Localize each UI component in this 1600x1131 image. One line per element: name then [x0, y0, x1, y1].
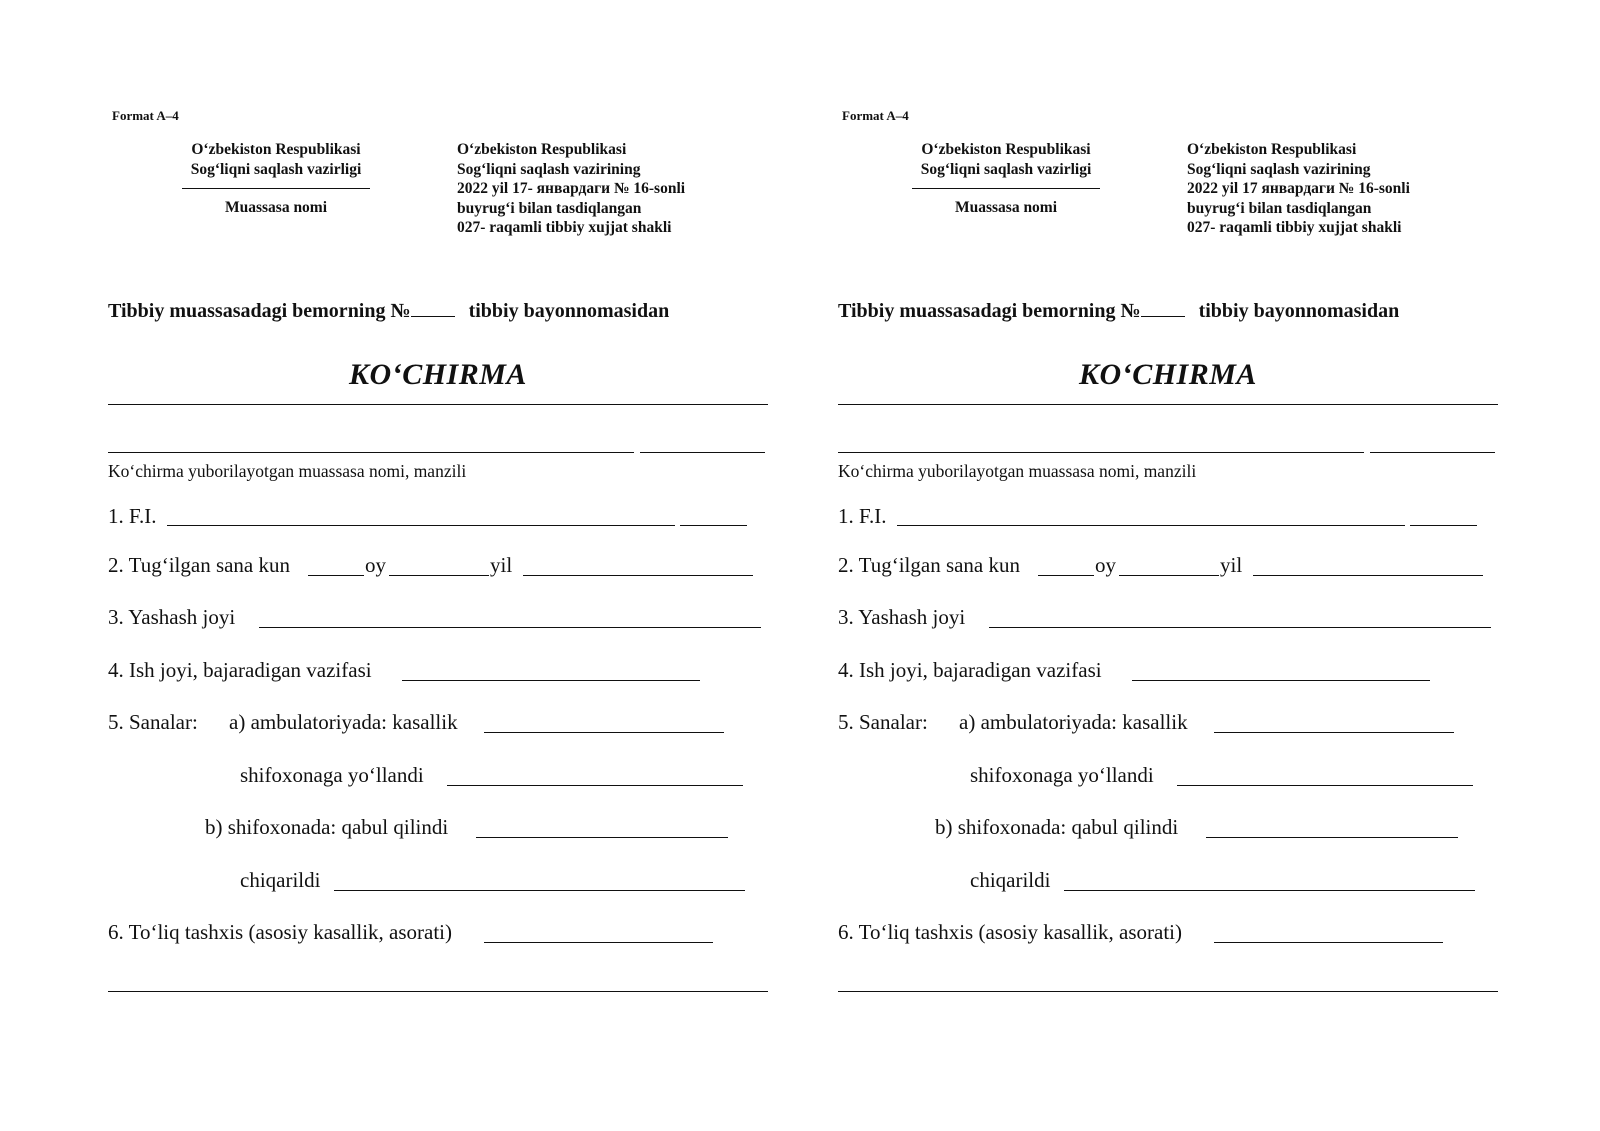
- institution-label: Muassasa nomi: [224, 199, 328, 216]
- approval-line: buyrug‘i bilan tasdiqlangan: [1187, 199, 1372, 217]
- field-admitted-label: b) shifoxonada: qabul qilindi: [205, 815, 449, 839]
- form-right: [838, 0, 1498, 1131]
- field-name-label: 1. F.I.: [838, 504, 887, 528]
- institution-address-blank[interactable]: [108, 452, 634, 453]
- field-diagnosis-blank-2[interactable]: [838, 991, 1498, 992]
- record-number-blank[interactable]: [1141, 299, 1185, 317]
- field-outpatient-label: a) ambulatoriyada: kasallik: [959, 710, 1188, 734]
- ministry-line: O‘zbekiston Respublikasi: [191, 141, 361, 158]
- field-discharged-blank[interactable]: [1064, 890, 1475, 891]
- institution-label: Muassasa nomi: [954, 199, 1058, 216]
- field-referred-label: shifoxonaga yo‘llandi: [240, 763, 424, 787]
- approval-line: Sog‘liqni saqlash vazirining: [1187, 160, 1371, 178]
- field-birthdate-day-blank[interactable]: [1038, 575, 1094, 576]
- title-underline: [108, 404, 768, 405]
- field-discharged-label: chiqarildi: [970, 868, 1051, 892]
- field-name-blank[interactable]: [167, 525, 675, 526]
- field-address-blank[interactable]: [259, 627, 761, 628]
- institution-name-blank[interactable]: [182, 179, 370, 189]
- field-birthdate-label: 2. Tug‘ilgan sana kun: [838, 553, 1021, 577]
- record-heading: [838, 299, 1399, 323]
- field-birthdate-year-blank[interactable]: [1253, 575, 1483, 576]
- field-address-blank[interactable]: [989, 627, 1491, 628]
- field-discharged-blank[interactable]: [334, 890, 745, 891]
- field-birthdate-month-blank[interactable]: [389, 575, 489, 576]
- ministry-block: [912, 140, 1100, 218]
- field-outpatient-blank[interactable]: [1214, 732, 1454, 733]
- field-admitted-blank[interactable]: [1206, 837, 1458, 838]
- field-address-label: 3. Yashash joyi: [108, 605, 236, 629]
- record-suffix: tibbiy bayonnomasidan: [468, 300, 670, 322]
- field-outpatient-blank[interactable]: [484, 732, 724, 733]
- approval-line: buyrug‘i bilan tasdiqlangan: [457, 199, 642, 217]
- ministry-line: Sog‘liqni saqlash vazirligi: [920, 160, 1092, 178]
- field-referred-label: shifoxonaga yo‘llandi: [970, 763, 1154, 787]
- field-work-label: 4. Ish joyi, bajaradigan vazifasi: [838, 658, 1102, 682]
- field-address-label: 3. Yashash joyi: [838, 605, 966, 629]
- approval-line: 2022 yil 17 январдаги № 16-sonli: [1187, 180, 1410, 197]
- field-birthdate-month-label: oy: [1095, 553, 1116, 577]
- field-admitted-blank[interactable]: [476, 837, 728, 838]
- field-diagnosis-blank-2[interactable]: [108, 991, 768, 992]
- ministry-block: [182, 140, 370, 218]
- field-diagnosis-blank[interactable]: [484, 942, 713, 943]
- record-suffix: tibbiy bayonnomasidan: [1198, 300, 1400, 322]
- record-number-blank[interactable]: [411, 299, 455, 317]
- field-name-label: 1. F.I.: [108, 504, 157, 528]
- approval-line: Sog‘liqni saqlash vazirining: [457, 160, 641, 178]
- field-birthdate-month-blank[interactable]: [1119, 575, 1219, 576]
- record-heading: [108, 299, 669, 323]
- field-admitted-label: b) shifoxonada: qabul qilindi: [935, 815, 1179, 839]
- field-birthdate-year-label: yil: [490, 553, 513, 577]
- field-outpatient-label: a) ambulatoriyada: kasallik: [229, 710, 458, 734]
- field-discharged-label: chiqarildi: [240, 868, 321, 892]
- approval-line: O‘zbekiston Respublikasi: [457, 141, 627, 158]
- ministry-line: O‘zbekiston Respublikasi: [921, 141, 1091, 158]
- institution-name-blank[interactable]: [912, 179, 1100, 189]
- field-referred-blank[interactable]: [447, 785, 743, 786]
- field-birthdate-label: 2. Tug‘ilgan sana kun: [108, 553, 291, 577]
- field-work-blank[interactable]: [1132, 680, 1430, 681]
- field-birthdate-day-blank[interactable]: [308, 575, 364, 576]
- institution-address-blank-2[interactable]: [640, 452, 765, 453]
- approval-block: [1187, 140, 1410, 238]
- field-birthdate-year-label: yil: [1220, 553, 1243, 577]
- field-diagnosis-label: 6. To‘liq tashxis (asosiy kasallik, asorati): [838, 920, 1183, 944]
- ministry-line: Sog‘liqni saqlash vazirligi: [190, 160, 362, 178]
- field-diagnosis-blank[interactable]: [1214, 942, 1443, 943]
- field-birthdate-year-blank[interactable]: [523, 575, 753, 576]
- field-birthdate-month-label: oy: [365, 553, 386, 577]
- document-title: KO‘CHIRMA: [1079, 358, 1257, 391]
- field-dates-label: 5. Sanalar:: [838, 710, 928, 734]
- approval-line: 027- raqamli tibbiy xujjat shakli: [1187, 219, 1402, 236]
- approval-line: 2022 yil 17- январдаги № 16-sonli: [457, 180, 686, 197]
- field-dates-label: 5. Sanalar:: [108, 710, 198, 734]
- record-prefix: Tibbiy muassasadagi bemorning №: [108, 300, 411, 322]
- field-name-blank-2[interactable]: [1410, 525, 1477, 526]
- institution-caption: Ko‘chirma yuborilayotgan muassasa nomi, manzili: [108, 461, 467, 481]
- field-name-blank[interactable]: [897, 525, 1405, 526]
- format-label: Format A–4: [842, 108, 909, 123]
- field-work-label: 4. Ish joyi, bajaradigan vazifasi: [108, 658, 372, 682]
- approval-block: [457, 140, 685, 238]
- record-prefix: Tibbiy muassasadagi bemorning №: [838, 300, 1141, 322]
- institution-address-blank-2[interactable]: [1370, 452, 1495, 453]
- field-name-blank-2[interactable]: [680, 525, 747, 526]
- approval-line: O‘zbekiston Respublikasi: [1187, 141, 1357, 158]
- document-title: KO‘CHIRMA: [349, 358, 527, 391]
- field-diagnosis-label: 6. To‘liq tashxis (asosiy kasallik, asorati): [108, 920, 453, 944]
- field-referred-blank[interactable]: [1177, 785, 1473, 786]
- approval-line: 027- raqamli tibbiy xujjat shakli: [457, 219, 672, 236]
- field-work-blank[interactable]: [402, 680, 700, 681]
- form-left: [108, 0, 768, 1131]
- institution-address-blank[interactable]: [838, 452, 1364, 453]
- title-underline: [838, 404, 1498, 405]
- institution-caption: Ko‘chirma yuborilayotgan muassasa nomi, manzili: [838, 461, 1197, 481]
- format-label: Format A–4: [112, 108, 179, 123]
